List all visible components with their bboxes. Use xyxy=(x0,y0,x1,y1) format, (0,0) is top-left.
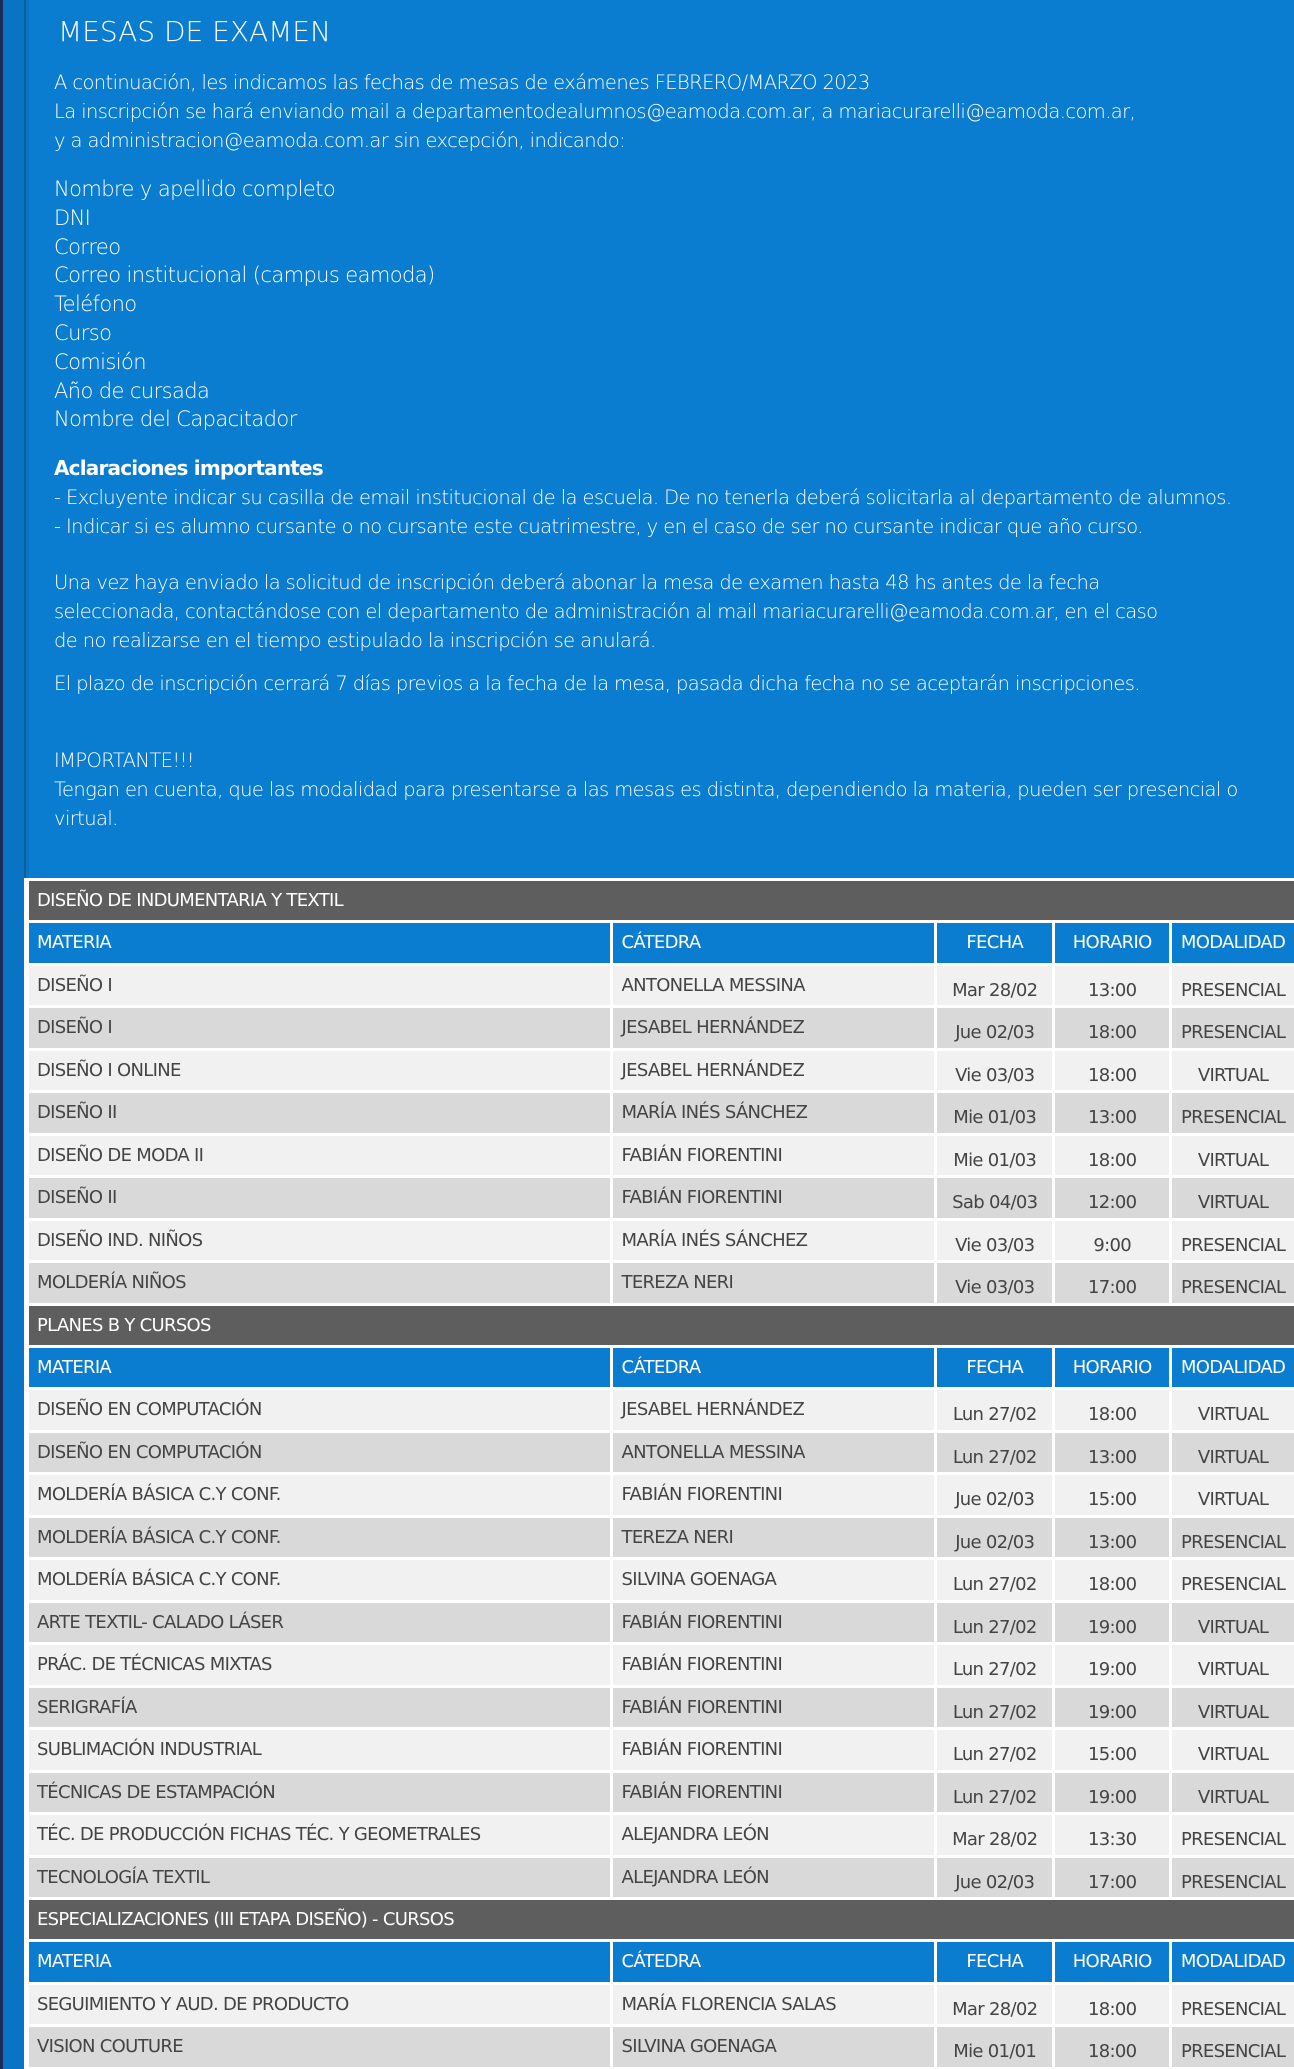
required-field: Nombre y apellido completo xyxy=(54,177,336,201)
cell-modalidad: PRESENCIAL xyxy=(1172,1093,1294,1133)
cell-catedra: FABIÁN FIORENTINI xyxy=(613,1688,935,1728)
cell-fecha: Jue 02/03 xyxy=(937,1475,1052,1515)
column-header-materia: MATERIA xyxy=(29,1942,610,1982)
table-row xyxy=(29,1815,1294,1858)
column-header-materia: MATERIA xyxy=(29,1348,610,1388)
table-row xyxy=(29,1985,1294,2028)
cell-materia: SERIGRAFÍA xyxy=(29,1688,610,1728)
table-row xyxy=(29,1858,1294,1901)
table-row xyxy=(29,1093,1294,1136)
cell-modalidad: VIRTUAL xyxy=(1172,1475,1294,1515)
cell-materia: ARTE TEXTIL- CALADO LÁSER xyxy=(29,1603,610,1643)
cell-fecha: Mie 01/03 xyxy=(937,1093,1052,1133)
cell-catedra: SILVINA GOENAGA xyxy=(613,1560,935,1600)
cell-horario: 19:00 xyxy=(1055,1773,1169,1813)
required-fields-list xyxy=(54,175,1294,434)
cell-materia: DISEÑO II xyxy=(29,1178,610,1218)
importante-heading: IMPORTANTE!!! xyxy=(54,749,195,773)
cell-modalidad: VIRTUAL xyxy=(1172,1178,1294,1218)
cell-horario: 17:00 xyxy=(1055,1263,1169,1303)
cell-fecha: Vie 03/03 xyxy=(937,1221,1052,1261)
cell-catedra: JESABEL HERNÁNDEZ xyxy=(613,1008,935,1048)
column-header-horario: HORARIO xyxy=(1055,923,1169,963)
cell-fecha: Mar 28/02 xyxy=(937,1815,1052,1855)
cell-materia: DISEÑO DE MODA II xyxy=(29,1136,610,1176)
cell-modalidad: VIRTUAL xyxy=(1172,1773,1294,1813)
cell-catedra: FABIÁN FIORENTINI xyxy=(613,1645,935,1685)
cell-catedra: JESABEL HERNÁNDEZ xyxy=(613,1051,935,1091)
column-header-materia: MATERIA xyxy=(29,923,610,963)
cell-fecha: Lun 27/02 xyxy=(937,1773,1052,1813)
table-row xyxy=(29,1390,1294,1433)
intro-line-1: A continuación, les indicamos las fechas de mesas de exámenes FEBRERO/MARZO 2023 xyxy=(54,71,870,94)
required-field: Comisión xyxy=(54,349,146,374)
cell-modalidad: PRESENCIAL xyxy=(1172,1263,1294,1303)
cell-catedra: FABIÁN FIORENTINI xyxy=(613,1136,935,1176)
aclaraciones-heading: Aclaraciones importantes xyxy=(54,456,323,481)
cell-catedra: FABIÁN FIORENTINI xyxy=(613,1773,935,1813)
cell-fecha: Vie 03/03 xyxy=(937,1051,1052,1091)
cell-fecha: Mar 28/02 xyxy=(937,1985,1052,2025)
aclaracion-2: - Indicar si es alumno cursante o no cursante este cuatrimestre, y en el caso de ser no cursante indicar que año curso. xyxy=(54,515,1143,539)
cell-materia: MOLDERÍA NIÑOS xyxy=(29,1263,610,1303)
column-header-modalidad: MODALIDAD xyxy=(1172,923,1294,963)
section-header: PLANES B Y CURSOS xyxy=(29,1306,1294,1348)
pago-line-3: de no realizarse en el tiempo estipulado la inscripción se anulará. xyxy=(54,629,656,653)
cell-fecha: Jue 02/03 xyxy=(937,1858,1052,1898)
cell-modalidad: PRESENCIAL xyxy=(1172,1221,1294,1261)
column-header-horario: HORARIO xyxy=(1055,1942,1169,1982)
cell-horario: 18:00 xyxy=(1055,2027,1169,2067)
table-header-row xyxy=(29,1348,1294,1391)
cell-horario: 13:00 xyxy=(1055,1093,1169,1133)
cell-fecha: Jue 02/03 xyxy=(937,1008,1052,1048)
table-row xyxy=(29,1221,1294,1264)
cell-materia: TECNOLOGÍA TEXTIL xyxy=(29,1858,610,1898)
cell-horario: 18:00 xyxy=(1055,1136,1169,1176)
column-header-modalidad: MODALIDAD xyxy=(1172,1348,1294,1388)
cell-fecha: Lun 27/02 xyxy=(937,1645,1052,1685)
cell-materia: SEGUIMIENTO Y AUD. DE PRODUCTO xyxy=(29,1985,610,2025)
cell-horario: 18:00 xyxy=(1055,1560,1169,1600)
cell-fecha: Mie 01/01 xyxy=(937,2027,1052,2067)
cell-fecha: Jue 02/03 xyxy=(937,1518,1052,1558)
cell-horario: 13:00 xyxy=(1055,1433,1169,1473)
cell-catedra: JESABEL HERNÁNDEZ xyxy=(613,1390,935,1430)
cell-modalidad: VIRTUAL xyxy=(1172,1645,1294,1685)
page-title: MESAS DE EXAMEN xyxy=(58,15,331,48)
table-row xyxy=(29,1008,1294,1051)
cell-fecha: Lun 27/02 xyxy=(937,1560,1052,1600)
cell-horario: 17:00 xyxy=(1055,1858,1169,1898)
cell-materia: DISEÑO IND. NIÑOS xyxy=(29,1221,610,1261)
cell-horario: 18:00 xyxy=(1055,1051,1169,1091)
cell-materia: PRÁC. DE TÉCNICAS MIXTAS xyxy=(29,1645,610,1685)
cell-catedra: FABIÁN FIORENTINI xyxy=(613,1730,935,1770)
exam-tables xyxy=(29,881,1294,2069)
cell-fecha: Lun 27/02 xyxy=(937,1390,1052,1430)
cell-catedra: ALEJANDRA LEÓN xyxy=(613,1858,935,1898)
cell-horario: 18:00 xyxy=(1055,1985,1169,2025)
cell-fecha: Mie 01/03 xyxy=(937,1136,1052,1176)
cell-horario: 12:00 xyxy=(1055,1178,1169,1218)
cell-modalidad: VIRTUAL xyxy=(1172,1051,1294,1091)
required-field: Correo xyxy=(54,234,121,259)
cell-modalidad: PRESENCIAL xyxy=(1172,966,1294,1006)
table-row xyxy=(29,966,1294,1009)
cell-horario: 9:00 xyxy=(1055,1221,1169,1261)
table-row xyxy=(29,1518,1294,1561)
cell-modalidad: PRESENCIAL xyxy=(1172,2027,1294,2067)
cell-materia: MOLDERÍA BÁSICA C.Y CONF. xyxy=(29,1475,610,1515)
table-row xyxy=(29,1136,1294,1179)
cell-catedra: TEREZA NERI xyxy=(613,1263,935,1303)
cell-modalidad: VIRTUAL xyxy=(1172,1603,1294,1643)
column-header-catedra: CÁTEDRA xyxy=(613,923,935,963)
cell-modalidad: PRESENCIAL xyxy=(1172,1815,1294,1855)
cell-modalidad: PRESENCIAL xyxy=(1172,1560,1294,1600)
cell-catedra: MARÍA FLORENCIA SALAS xyxy=(613,1985,935,2025)
cell-modalidad: PRESENCIAL xyxy=(1172,1008,1294,1048)
column-header-horario: HORARIO xyxy=(1055,1348,1169,1388)
cell-catedra: FABIÁN FIORENTINI xyxy=(613,1178,935,1218)
cell-fecha: Lun 27/02 xyxy=(937,1433,1052,1473)
table-row xyxy=(29,1688,1294,1731)
cell-horario: 19:00 xyxy=(1055,1645,1169,1685)
cell-horario: 13:00 xyxy=(1055,966,1169,1006)
cell-catedra: ANTONELLA MESSINA xyxy=(613,1433,935,1473)
table-row xyxy=(29,2027,1294,2069)
cell-materia: SUBLIMACIÓN INDUSTRIAL xyxy=(29,1730,610,1770)
cell-modalidad: VIRTUAL xyxy=(1172,1730,1294,1770)
cell-horario: 19:00 xyxy=(1055,1688,1169,1728)
section-header: ESPECIALIZACIONES (III ETAPA DISEÑO) - CURSOS xyxy=(29,1900,1294,1942)
cell-modalidad: PRESENCIAL xyxy=(1172,1858,1294,1898)
column-header-fecha: FECHA xyxy=(937,1348,1052,1388)
column-header-catedra: CÁTEDRA xyxy=(613,1348,935,1388)
required-field: DNI xyxy=(54,205,91,230)
cell-modalidad: VIRTUAL xyxy=(1172,1136,1294,1176)
column-header-fecha: FECHA xyxy=(937,923,1052,963)
table-row xyxy=(29,1475,1294,1518)
pago-line-1: Una vez haya enviado la solicitud de inscripción deberá abonar la mesa de examen hasta 48 hs antes de la fecha xyxy=(54,571,1100,595)
cell-horario: 18:00 xyxy=(1055,1390,1169,1430)
cell-horario: 13:30 xyxy=(1055,1815,1169,1855)
cell-horario: 15:00 xyxy=(1055,1730,1169,1770)
table-header-row xyxy=(29,1942,1294,1985)
cell-modalidad: VIRTUAL xyxy=(1172,1433,1294,1473)
cell-materia: TÉCNICAS DE ESTAMPACIÓN xyxy=(29,1773,610,1813)
required-field: Teléfono xyxy=(54,292,137,317)
cell-catedra: ALEJANDRA LEÓN xyxy=(613,1815,935,1855)
cell-materia: DISEÑO EN COMPUTACIÓN xyxy=(29,1433,610,1473)
required-field: Curso xyxy=(54,320,112,345)
cell-catedra: MARÍA INÉS SÁNCHEZ xyxy=(613,1221,935,1261)
column-header-fecha: FECHA xyxy=(937,1942,1052,1982)
table-row xyxy=(29,1645,1294,1688)
intro-line-2: La inscripción se hará enviando mail a departamentodealumnos@eamoda.com.ar, a mariacurarelli@eamoda.com.ar, xyxy=(54,100,1136,123)
table-row xyxy=(29,1433,1294,1476)
cell-materia: DISEÑO EN COMPUTACIÓN xyxy=(29,1390,610,1430)
cell-catedra: FABIÁN FIORENTINI xyxy=(613,1475,935,1515)
importante-text: Tengan en cuenta, que las modalidad para presentarse a las mesas es distinta, dependiendo la materia, pueden ser presencial o virtual. xyxy=(54,778,1238,831)
table-row xyxy=(29,1178,1294,1221)
column-header-modalidad: MODALIDAD xyxy=(1172,1942,1294,1982)
cell-fecha: Lun 27/02 xyxy=(937,1603,1052,1643)
section-header: DISEÑO DE INDUMENTARIA Y TEXTIL xyxy=(29,881,1294,923)
table-row xyxy=(29,1051,1294,1094)
cell-materia: DISEÑO I xyxy=(29,966,610,1006)
cell-fecha: Lun 27/02 xyxy=(937,1688,1052,1728)
table-row xyxy=(29,1773,1294,1816)
pago-line-2: seleccionada, contactándose con el departamento de administración al mail mariacurarelli@eamoda.com.ar, en el caso xyxy=(54,600,1158,624)
aclaracion-1: - Excluyente indicar su casilla de email institucional de la escuela. De no tenerla deberá solicitarla al departamento de alumnos. xyxy=(54,486,1232,510)
intro-line-3: y a administracion@eamoda.com.ar sin excepción, indicando: xyxy=(54,129,626,152)
cell-catedra: TEREZA NERI xyxy=(613,1518,935,1558)
required-field: Año de cursada xyxy=(54,378,210,403)
cell-fecha: Mar 28/02 xyxy=(937,966,1052,1006)
cell-fecha: Sab 04/03 xyxy=(937,1178,1052,1218)
cell-modalidad: VIRTUAL xyxy=(1172,1390,1294,1430)
column-header-catedra: CÁTEDRA xyxy=(613,1942,935,1982)
cell-fecha: Lun 27/02 xyxy=(937,1730,1052,1770)
cell-fecha: Vie 03/03 xyxy=(937,1263,1052,1303)
cell-catedra: ANTONELLA MESSINA xyxy=(613,966,935,1006)
cell-materia: DISEÑO I xyxy=(29,1008,610,1048)
required-field: Nombre del Capacitador xyxy=(54,407,297,432)
cell-modalidad: PRESENCIAL xyxy=(1172,1518,1294,1558)
cell-horario: 13:00 xyxy=(1055,1518,1169,1558)
table-header-row xyxy=(29,923,1294,966)
cell-horario: 15:00 xyxy=(1055,1475,1169,1515)
table-row xyxy=(29,1560,1294,1603)
cell-materia: DISEÑO I ONLINE xyxy=(29,1051,610,1091)
cell-materia: MOLDERÍA BÁSICA C.Y CONF. xyxy=(29,1518,610,1558)
left-bar-stripe xyxy=(24,0,26,878)
info-panel xyxy=(29,0,1294,878)
cell-catedra: SILVINA GOENAGA xyxy=(613,2027,935,2067)
table-row xyxy=(29,1263,1294,1306)
cell-modalidad: VIRTUAL xyxy=(1172,1688,1294,1728)
required-field: Correo institucional (campus eamoda) xyxy=(54,263,435,288)
plazo-text: El plazo de inscripción cerrará 7 días previos a la fecha de la mesa, pasada dicha fecha no se aceptarán inscripciones. xyxy=(54,672,1140,696)
cell-horario: 18:00 xyxy=(1055,1008,1169,1048)
cell-catedra: FABIÁN FIORENTINI xyxy=(613,1603,935,1643)
cell-materia: MOLDERÍA BÁSICA C.Y CONF. xyxy=(29,1560,610,1600)
table-row xyxy=(29,1603,1294,1646)
table-row xyxy=(29,1730,1294,1773)
cell-modalidad: PRESENCIAL xyxy=(1172,1985,1294,2025)
cell-materia: TÉC. DE PRODUCCIÓN FICHAS TÉC. Y GEOMETRALES xyxy=(29,1815,610,1855)
cell-catedra: MARÍA INÉS SÁNCHEZ xyxy=(613,1093,935,1133)
cell-horario: 19:00 xyxy=(1055,1603,1169,1643)
cell-materia: DISEÑO II xyxy=(29,1093,610,1133)
cell-materia: VISION COUTURE xyxy=(29,2027,610,2067)
